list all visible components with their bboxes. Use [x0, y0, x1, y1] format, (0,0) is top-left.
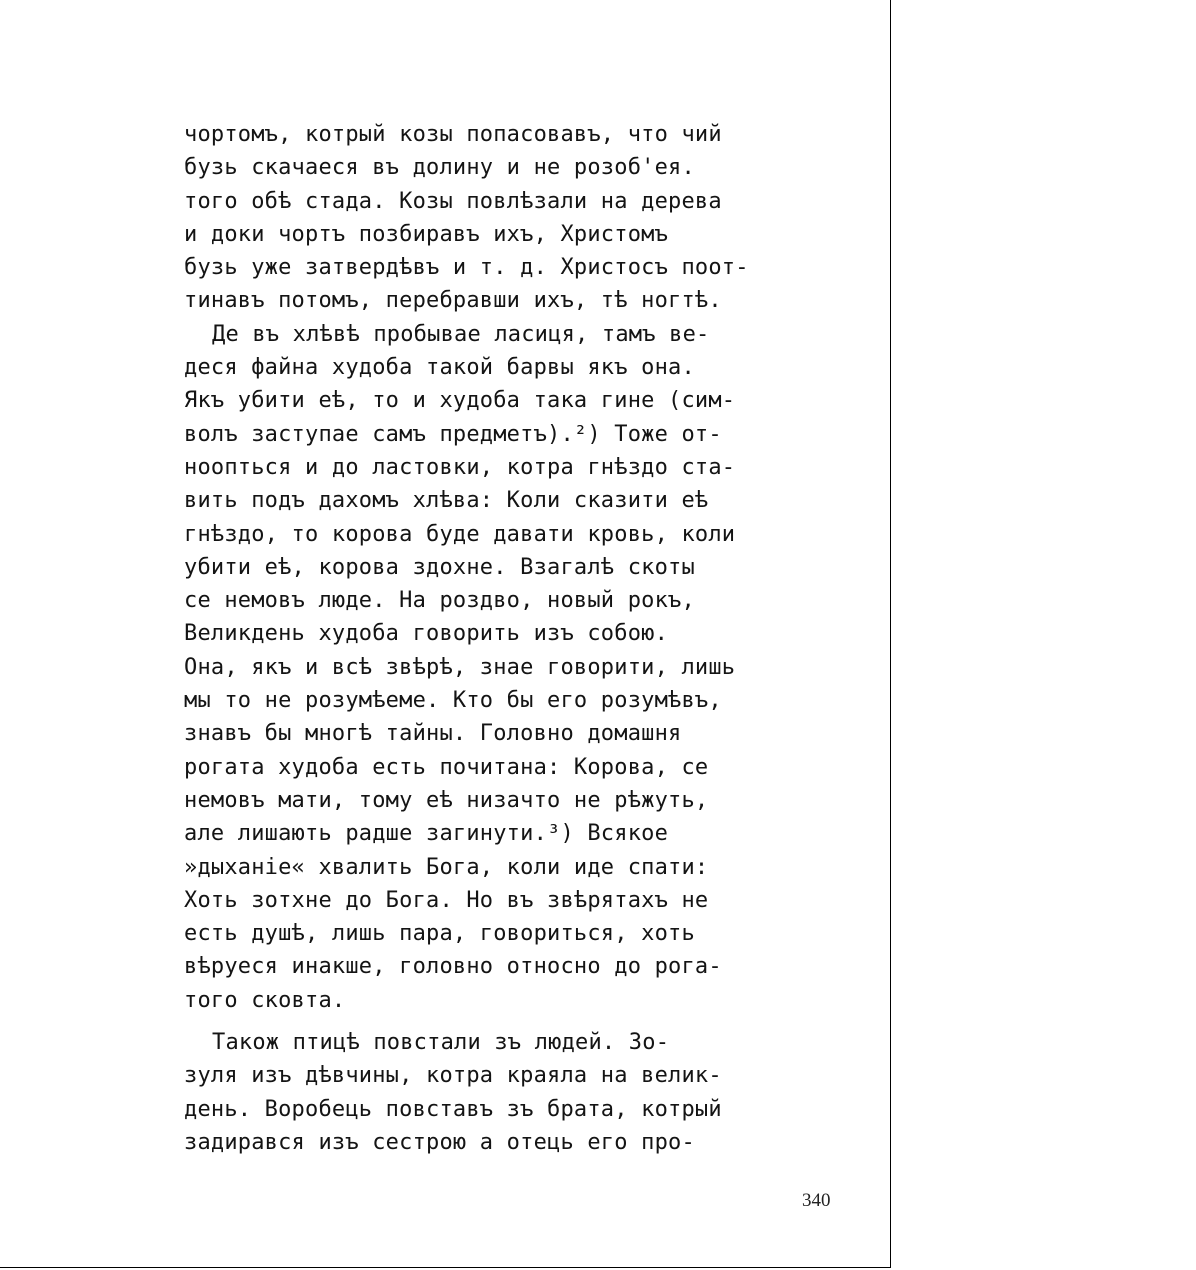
page-number: 340 — [802, 1190, 831, 1211]
text-line: Якъ убити еѣ, то и худоба така гине (сим- — [184, 388, 736, 414]
text-line: Великдень худоба говорить изъ собою. — [184, 621, 669, 647]
text-line: тинавъ потомъ, перебравши ихъ, тѣ ногтѣ. — [184, 288, 722, 314]
text-line: Також птицѣ повстали зъ людей. Зо- — [212, 1030, 670, 1056]
paragraph-3 — [184, 1026, 722, 1159]
text-line: есть душѣ, лишь пара, говориться, хоть — [184, 921, 695, 947]
text-line: и доки чортъ позбиравъ ихъ, Христомъ — [184, 221, 669, 247]
text-line: день. Воробець повставъ зъ брата, котрый — [184, 1096, 722, 1122]
paragraph-1 — [184, 118, 749, 318]
text-line: задирався изъ сестрою а отець его про- — [184, 1129, 695, 1155]
text-line: зуля изъ дѣвчины, котра краяла на велик- — [184, 1063, 722, 1089]
text-line: Хоть зотхне до Бога. Но въ звѣрятахъ не — [184, 887, 709, 913]
text-line: »дыханіе« хвалить Бога, коли иде спати: — [184, 854, 709, 880]
text-line: ноопться и до ластовки, котра гнѣздо ста- — [184, 454, 736, 480]
text-line: того сковта. — [184, 987, 346, 1013]
paragraph-2 — [184, 318, 736, 1017]
text-line: деся файна худоба такой барвы якъ она. — [184, 355, 695, 381]
text-line: чортомъ, котрый козы попасовавъ, что чий — [184, 122, 722, 147]
text-line: вѣруеся инакше, головно относно до рога- — [184, 954, 722, 980]
text-line: немовъ мати, тому еѣ низачто не рѣжуть, — [184, 787, 709, 813]
text-line: Она, якъ и всѣ звѣрѣ, знае говорити, лишь — [184, 654, 736, 680]
text-line: бузь скачаеся въ долину и не розоб'ея. — [184, 155, 695, 181]
text-line: се немовъ люде. На роздво, новый рокъ, — [184, 588, 695, 614]
text-line: вить подъ дахомъ хлѣва: Коли сказити еѣ — [184, 488, 709, 514]
text-line: волъ заступае самъ предметъ).²) Тоже от- — [184, 421, 722, 447]
text-line: Де въ хлѣвѣ пробывае ласиця, тамъ ве- — [212, 321, 710, 347]
page-text — [184, 118, 749, 1159]
text-line: мы то не розумѣеме. Кто бы его розумѣвъ, — [184, 688, 722, 714]
text-line: рогата худоба есть почитана: Корова, се — [184, 754, 709, 780]
text-line: того обѣ стада. Козы повлѣзали на дерева — [184, 188, 722, 214]
text-line: убити еѣ, корова здохне. Взагалѣ скоты — [184, 554, 695, 580]
text-line: гнѣздо, то корова буде давати кровь, коли — [184, 521, 736, 547]
text-line: але лишають радше загинути.³) Всякое — [184, 821, 669, 847]
text-line: бузь уже затвердѣвъ и т. д. Христосъ поот- — [184, 255, 749, 281]
text-line: знавъ бы многѣ тайны. Головно домашня — [184, 721, 682, 747]
